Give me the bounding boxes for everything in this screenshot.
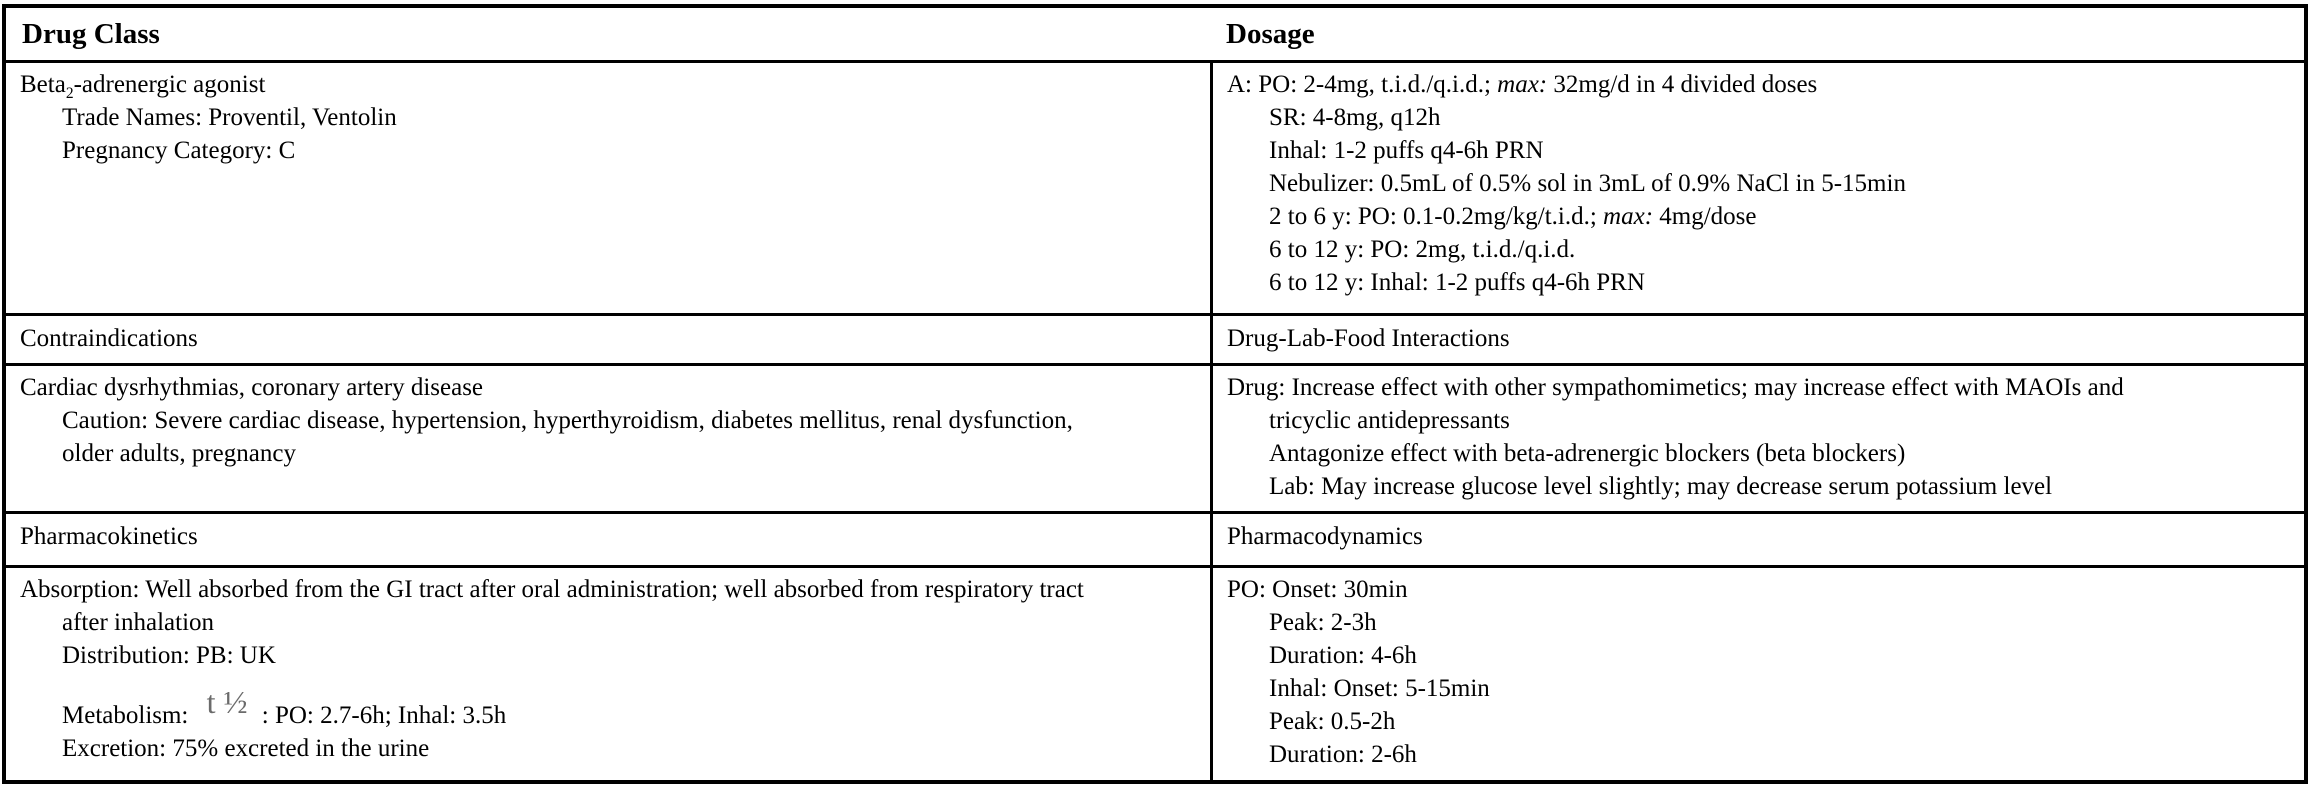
- cell-dosage: [1210, 60, 2304, 313]
- column-header-dosage: Dosage: [1226, 17, 1315, 50]
- text-segment: 6 to 12 y: PO: 2mg, t.i.d./q.i.d.: [1269, 236, 1576, 263]
- header-cell-dosage: [1210, 8, 2304, 60]
- text-line: [1213, 573, 2304, 606]
- text-line: [1213, 200, 2304, 233]
- text-segment: Absorption: Well absorbed from the GI tract after oral administration; well absorbed from respiratory tract: [20, 576, 1084, 603]
- italic-text: max:: [1603, 203, 1654, 230]
- text-line: [6, 437, 1210, 470]
- text-line: [6, 68, 1210, 101]
- text-line: [1213, 134, 2304, 167]
- text-segment: Duration: 2-6h: [1269, 741, 1417, 768]
- text-line: [6, 101, 1210, 134]
- text-segment: A: PO: 2-4mg, t.i.d./q.i.d.;: [1227, 71, 1498, 98]
- text-segment: 2 to 6 y: PO: 0.1-0.2mg/kg/t.i.d.;: [1269, 203, 1604, 230]
- text-segment: Inhal: 1-2 puffs q4-6h PRN: [1269, 137, 1544, 164]
- subheader-pharmacodynamics-label: Pharmacodynamics: [1227, 523, 1423, 550]
- cell-drug-class: [6, 60, 1210, 313]
- text-line: [1213, 101, 2304, 134]
- text-line: [6, 573, 1210, 606]
- text-segment: Pregnancy Category: C: [62, 137, 296, 164]
- text-segment: tricyclic antidepressants: [1269, 407, 1510, 434]
- text-line: [1213, 68, 2304, 101]
- text-segment: Caution: Severe cardiac disease, hypertension, hyperthyroidism, diabetes mellitus, renal dysfunction,: [62, 407, 1073, 434]
- text-segment: older adults, pregnancy: [62, 440, 296, 467]
- subheader-drug-lab-food-label: Drug-Lab-Food Interactions: [1227, 325, 1510, 352]
- text-segment: Inhal: Onset: 5-15min: [1269, 675, 1490, 702]
- text-segment: -adrenergic agonist: [73, 71, 266, 98]
- text-line: [6, 134, 1210, 167]
- text-line: [1213, 404, 2304, 437]
- cell-pharmacokinetics-detail: [6, 565, 1210, 780]
- text-segment: Lab: May increase glucose level slightly; may decrease serum potassium level: [1269, 473, 2053, 500]
- text-segment: Excretion: 75% excreted in the urine: [62, 735, 430, 762]
- text-segment: Nebulizer: 0.5mL of 0.5% sol in 3mL of 0.9% NaCl in 5-15min: [1269, 170, 1906, 197]
- text-segment: 6 to 12 y: Inhal: 1-2 puffs q4-6h PRN: [1269, 269, 1645, 296]
- cell-pharmacodynamics-detail: [1210, 565, 2304, 780]
- text-line: [6, 732, 1210, 765]
- text-segment: SR: 4-8mg, q12h: [1269, 104, 1441, 131]
- text-line: [6, 684, 1210, 732]
- subheader-contraindications-label: Contraindications: [20, 325, 198, 352]
- cell-interactions-detail: [1210, 363, 2304, 511]
- text-line: [6, 371, 1210, 404]
- text-line: [1213, 639, 2304, 672]
- text-segment: Peak: 2-3h: [1269, 609, 1377, 636]
- subheader-pharmacokinetics: [6, 511, 1210, 565]
- text-line: [1213, 437, 2304, 470]
- cell-contraindications-detail: [6, 363, 1210, 511]
- text-line: [1213, 470, 2304, 503]
- italic-text: max:: [1497, 71, 1548, 98]
- text-line: [1213, 266, 2304, 299]
- text-segment: after inhalation: [62, 609, 215, 636]
- text-segment: : PO: 2.7-6h; Inhal: 3.5h: [255, 702, 507, 729]
- subheader-contraindications: [6, 313, 1210, 363]
- text-line: [1213, 233, 2304, 266]
- subscript-text: 2: [65, 85, 74, 102]
- half-life-symbol: t ½: [206, 684, 248, 720]
- text-line: [1213, 167, 2304, 200]
- text-segment: Metabolism:: [62, 702, 195, 729]
- text-line: [6, 606, 1210, 639]
- text-line: [1213, 606, 2304, 639]
- text-segment: 4mg/dose: [1653, 203, 1757, 230]
- text-segment: Trade Names: Proventil, Ventolin: [62, 104, 397, 131]
- subheader-pharmacodynamics: [1210, 511, 2304, 565]
- text-segment: Peak: 0.5-2h: [1269, 708, 1396, 735]
- text-line: [1213, 672, 2304, 705]
- text-segment: PO: Onset: 30min: [1227, 576, 1408, 603]
- text-line: [1213, 738, 2304, 771]
- text-line: [6, 404, 1210, 437]
- header-cell-drug-class: [6, 8, 1210, 60]
- text-line: [6, 639, 1210, 672]
- text-segment: Beta: [20, 71, 66, 98]
- column-header-drug-class: Drug Class: [22, 17, 160, 50]
- text-line: [1213, 371, 2304, 404]
- text-segment: Drug: Increase effect with other sympathomimetics; may increase effect with MAOIs and: [1227, 374, 2124, 401]
- text-segment: Duration: 4-6h: [1269, 642, 1417, 669]
- text-line: [1213, 705, 2304, 738]
- subheader-pharmacokinetics-label: Pharmacokinetics: [20, 523, 198, 550]
- subheader-drug-lab-food-interactions: [1210, 313, 2304, 363]
- text-segment: Cardiac dysrhythmias, coronary artery disease: [20, 374, 484, 401]
- text-segment: 32mg/d in 4 divided doses: [1547, 71, 1818, 98]
- text-segment: Distribution: PB: UK: [62, 642, 276, 669]
- drug-monograph-table: [2, 4, 2308, 784]
- text-segment: Antagonize effect with beta-adrenergic blockers (beta blockers): [1269, 440, 1906, 467]
